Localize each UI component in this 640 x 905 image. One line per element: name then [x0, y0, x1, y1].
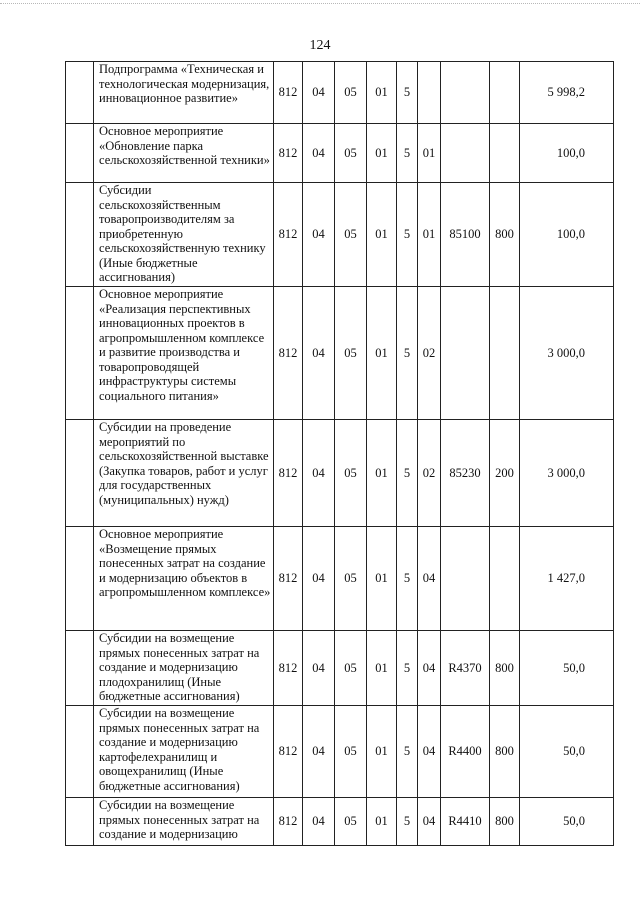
cell-program: 01 [367, 798, 397, 846]
cell-ministry: 812 [274, 420, 303, 527]
cell-ministry: 812 [274, 183, 303, 287]
cell-program: 01 [367, 287, 397, 420]
row-name-text: Субсидии на возмещение прямых понесенных затрат на создание и модернизацию [99, 798, 260, 841]
cell-subsection: 05 [335, 124, 367, 183]
cell-program: 01 [367, 124, 397, 183]
row-name-text: Подпрограмма «Техническая и технологическая модернизация, инновационное развитие» [99, 62, 270, 105]
cell-expense-type [490, 124, 520, 183]
cell-program: 01 [367, 706, 397, 798]
cell-subsection: 05 [335, 631, 367, 706]
cell-direction: 85100 [441, 183, 490, 287]
cell-program: 01 [367, 420, 397, 527]
cell-name [94, 183, 274, 287]
cell-ministry: 812 [274, 62, 303, 124]
table-row [66, 62, 614, 124]
cell-program: 01 [367, 527, 397, 631]
cell-blank [66, 631, 94, 706]
cell-amount: 5 998,2 [520, 62, 614, 124]
cell-subprogram: 5 [397, 420, 418, 527]
cell-subprogram: 5 [397, 706, 418, 798]
table-row [66, 527, 614, 631]
cell-name [94, 798, 274, 846]
cell-name [94, 62, 274, 124]
cell-blank [66, 183, 94, 287]
budget-table [65, 61, 614, 846]
cell-direction: R4410 [441, 798, 490, 846]
row-name-text: Субсидии на возмещение прямых понесенных затрат на создание и модернизацию картофелехранилищ и овощехранилищ (Иные бюджетные ассигнования) [99, 706, 260, 793]
cell-section: 04 [303, 62, 335, 124]
cell-blank [66, 287, 94, 420]
cell-subprogram: 5 [397, 631, 418, 706]
cell-amount: 50,0 [520, 631, 614, 706]
cell-subprogram: 5 [397, 798, 418, 846]
cell-event: 02 [418, 287, 441, 420]
cell-event: 04 [418, 631, 441, 706]
cell-direction: 85230 [441, 420, 490, 527]
cell-section: 04 [303, 798, 335, 846]
cell-expense-type [490, 527, 520, 631]
cell-name [94, 706, 274, 798]
cell-blank [66, 706, 94, 798]
table-row [66, 798, 614, 846]
cell-direction [441, 287, 490, 420]
cell-name [94, 124, 274, 183]
scan-top-edge [0, 3, 640, 4]
cell-ministry: 812 [274, 798, 303, 846]
cell-event: 01 [418, 124, 441, 183]
row-name-text: Субсидии на возмещение прямых понесенных затрат на создание и модернизацию плодохранилищ (Иные бюджетные ассигнования) [99, 631, 260, 703]
table-row [66, 706, 614, 798]
table-row [66, 287, 614, 420]
cell-blank [66, 124, 94, 183]
cell-direction: R4370 [441, 631, 490, 706]
cell-ministry: 812 [274, 706, 303, 798]
cell-name [94, 420, 274, 527]
cell-subsection: 05 [335, 62, 367, 124]
cell-program: 01 [367, 62, 397, 124]
cell-blank [66, 798, 94, 846]
cell-ministry: 812 [274, 631, 303, 706]
cell-expense-type: 800 [490, 798, 520, 846]
cell-section: 04 [303, 527, 335, 631]
budget-table-body [66, 62, 614, 846]
row-name-text: Основное мероприятие «Реализация перспективных инновационных проектов в агропромышленном комплексе и развитие производства и товаропроводящей инфраструктуры системы социального питания» [99, 287, 265, 403]
cell-subsection: 05 [335, 420, 367, 527]
cell-section: 04 [303, 287, 335, 420]
cell-direction [441, 62, 490, 124]
cell-subprogram: 5 [397, 183, 418, 287]
cell-section: 04 [303, 631, 335, 706]
row-name-text: Субсидии сельскохозяйственным товаропроизводителям за приобретенную сельскохозяйственную технику (Иные бюджетные ассигнования) [99, 183, 266, 284]
cell-direction [441, 124, 490, 183]
cell-expense-type: 200 [490, 420, 520, 527]
cell-subsection: 05 [335, 287, 367, 420]
cell-expense-type: 800 [490, 183, 520, 287]
cell-section: 04 [303, 183, 335, 287]
page-number: 124 [309, 38, 331, 53]
row-name-text: Основное мероприятие «Возмещение прямых понесенных затрат на создание и модернизацию объектов в агропромышленном комплексе» [99, 527, 271, 599]
cell-ministry: 812 [274, 527, 303, 631]
cell-blank [66, 527, 94, 631]
cell-blank [66, 62, 94, 124]
cell-section: 04 [303, 420, 335, 527]
table-row [66, 420, 614, 527]
cell-expense-type [490, 62, 520, 124]
cell-subprogram: 5 [397, 124, 418, 183]
cell-subprogram: 5 [397, 287, 418, 420]
cell-amount: 100,0 [520, 183, 614, 287]
cell-blank [66, 420, 94, 527]
cell-subprogram: 5 [397, 62, 418, 124]
cell-amount: 3 000,0 [520, 287, 614, 420]
cell-name [94, 631, 274, 706]
cell-amount: 50,0 [520, 798, 614, 846]
cell-direction: R4400 [441, 706, 490, 798]
cell-event: 01 [418, 183, 441, 287]
cell-expense-type [490, 287, 520, 420]
cell-expense-type: 800 [490, 631, 520, 706]
cell-amount: 1 427,0 [520, 527, 614, 631]
cell-name [94, 287, 274, 420]
table-row [66, 124, 614, 183]
cell-section: 04 [303, 706, 335, 798]
cell-subsection: 05 [335, 183, 367, 287]
table-row [66, 631, 614, 706]
cell-subsection: 05 [335, 706, 367, 798]
cell-ministry: 812 [274, 124, 303, 183]
cell-event: 04 [418, 798, 441, 846]
cell-program: 01 [367, 183, 397, 287]
cell-section: 04 [303, 124, 335, 183]
cell-direction [441, 527, 490, 631]
cell-event: 04 [418, 527, 441, 631]
cell-subsection: 05 [335, 798, 367, 846]
cell-event [418, 62, 441, 124]
cell-event: 02 [418, 420, 441, 527]
row-name-text: Основное мероприятие «Обновление парка сельскохозяйственной техники» [99, 124, 270, 167]
cell-expense-type: 800 [490, 706, 520, 798]
cell-subprogram: 5 [397, 527, 418, 631]
cell-amount: 100,0 [520, 124, 614, 183]
table-row [66, 183, 614, 287]
row-name-text: Субсидии на проведение мероприятий по сельскохозяйственной выставке (Закупка товаров, работ и услуг для государственных (муниципальных) нужд) [99, 420, 269, 507]
cell-event: 04 [418, 706, 441, 798]
cell-program: 01 [367, 631, 397, 706]
cell-amount: 3 000,0 [520, 420, 614, 527]
cell-ministry: 812 [274, 287, 303, 420]
cell-subsection: 05 [335, 527, 367, 631]
cell-name [94, 527, 274, 631]
cell-amount: 50,0 [520, 706, 614, 798]
